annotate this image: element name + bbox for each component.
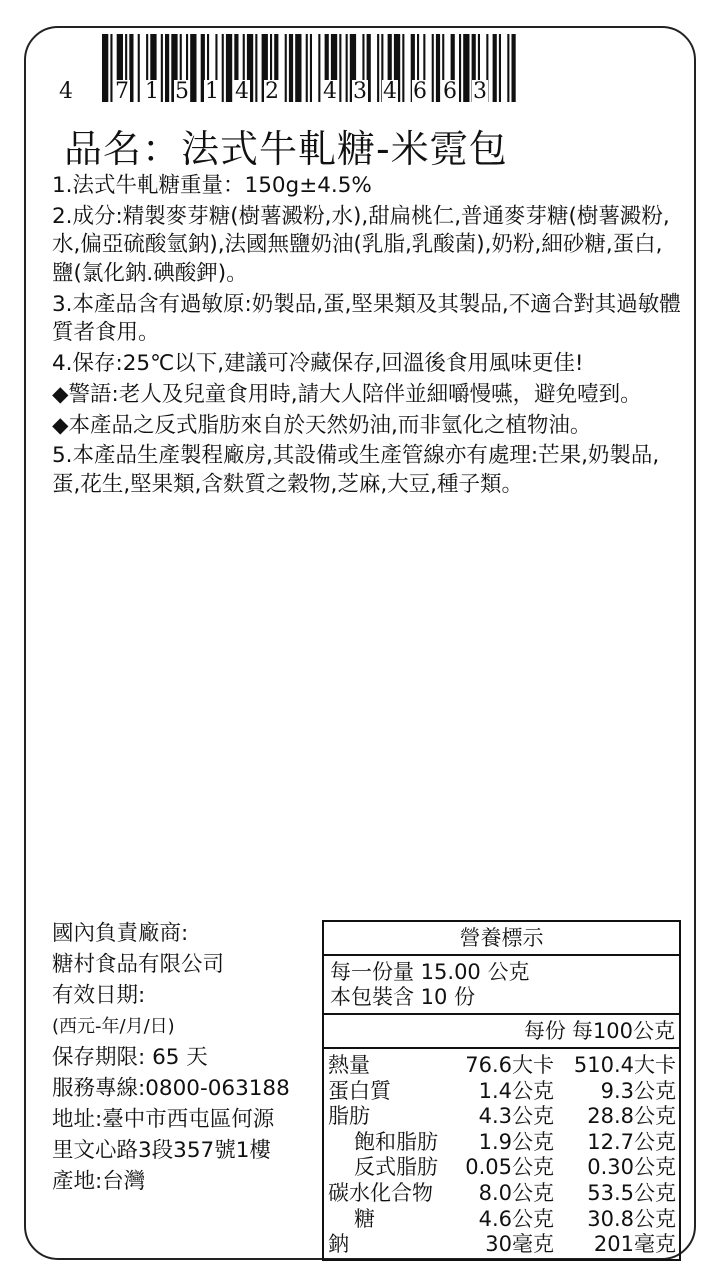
storage-line: 4.保存:25℃以下,建議可冷藏保存,回溫後食用風味更佳! (52, 351, 584, 377)
per-100g-value: 28.8公克 (587, 1104, 676, 1129)
allergen-line: 3.本產品含有過敏原:奶製品,蛋,堅果類及其製品,不適合對其過敏體質者食用。 (52, 291, 681, 346)
per-100g-value: 201毫克 (593, 1232, 676, 1257)
barcode-digit: 1 (145, 79, 159, 104)
per-100g-value: 53.5公克 (587, 1180, 676, 1205)
service-hotline: 服務專線:0800-063188 (52, 1076, 290, 1101)
expiry-format: (西元-年/月/日) (52, 1016, 175, 1037)
servings-per-pack: 本包裝含 10 份 (330, 985, 476, 1009)
nutrition-row (324, 1155, 679, 1181)
per-100g-value: 0.30公克 (587, 1155, 676, 1180)
per-100g-value: 9.3公克 (600, 1078, 676, 1103)
barcode-digit: 6 (413, 79, 427, 104)
nutrition-row (324, 1207, 679, 1233)
warning-line: ◆警語:老人及兒童食用時,請大人陪伴並細嚼慢嚥，避免噎到。 (52, 381, 642, 407)
barcode-digits (58, 80, 528, 108)
address-line-1: 地址:臺中市西屯區何源 (52, 1107, 275, 1132)
per-serving-value: 1.4公克 (478, 1078, 554, 1103)
nutrition-row (324, 1053, 679, 1079)
nutrition-header (324, 1015, 679, 1049)
per-100g-value: 30.8公克 (587, 1206, 676, 1231)
per-100g-value: 12.7公克 (587, 1129, 676, 1154)
nutrition-row (324, 1232, 679, 1258)
trans-fat-note: ◆本產品之反式脂肪來自於天然奶油,而非氫化之植物油。 (52, 412, 592, 438)
barcode-digit: 6 (443, 79, 457, 104)
ingredients-line: 2.成分:精製麥芽糖(樹薯澱粉,水),甜扁桃仁,普通麥芽糖(樹薯澱粉,水,偏亞硫酸氫鈉),法國無鹽奶油(乳脂,乳酸菌),奶粉,細砂糖,蛋白,鹽(氯化鈉.碘酸鉀)。 (52, 203, 670, 286)
per-serving-value: 1.9公克 (478, 1129, 554, 1154)
nutrient-name: 反式脂肪 (354, 1155, 438, 1180)
barcode-digit: 4 (235, 79, 249, 104)
nutrition-row (324, 1079, 679, 1105)
barcode-digit: 2 (265, 79, 279, 104)
ingredients-text (52, 172, 682, 502)
nutrient-name: 糖 (354, 1206, 375, 1231)
per-serving-value: 76.6大卡 (465, 1053, 554, 1077)
weight-line: 1.法式牛軋糖重量：150g±4.5% (52, 173, 372, 198)
per-serving-header: 每份 (523, 1019, 566, 1043)
per-100g-header: 每100公克 (571, 1019, 675, 1043)
nutrition-title: 營養標示 (324, 922, 679, 956)
nutrition-row (324, 1104, 679, 1130)
barcode-digit: 4 (323, 79, 337, 104)
barcode (58, 34, 528, 106)
nutrition-row (324, 1130, 679, 1156)
manufacturer-label: 國內負責廠商: (52, 921, 189, 946)
facility-line: 5.本產品生產製程廠房,其設備或生產管線亦有處理:芒果,奶製品,蛋,花生,堅果類,含麩質之穀物,芝麻,大豆,種子類。 (52, 443, 660, 498)
barcode-digit: 4 (383, 79, 397, 104)
per-100g-value: 510.4大卡 (573, 1053, 676, 1077)
nutrition-rows (324, 1049, 679, 1258)
manufacturer-name: 糖村食品有限公司 (52, 952, 225, 977)
nutrition-row (324, 1181, 679, 1207)
shelf-life: 保存期限: 65 天 (52, 1045, 208, 1070)
per-serving-value: 8.0公克 (478, 1180, 554, 1205)
product-name: 品名：法式牛軋糖-米霓包 (64, 127, 508, 171)
company-info (52, 918, 322, 1197)
barcode-digit: 3 (473, 79, 487, 104)
nutrition-table (322, 920, 681, 1261)
per-serving-value: 0.05公克 (465, 1155, 554, 1180)
per-serving-value: 30毫克 (485, 1232, 554, 1257)
nutrient-name: 脂肪 (328, 1104, 370, 1129)
nutrient-name: 鈉 (328, 1232, 349, 1257)
address-line-2: 里文心路3段357號1樓 (52, 1138, 271, 1163)
expiry-label: 有效日期: (52, 983, 146, 1008)
barcode-digit: 5 (175, 79, 189, 104)
origin: 產地:台灣 (52, 1169, 146, 1194)
nutrient-name: 蛋白質 (328, 1078, 391, 1103)
per-serving-value: 4.6公克 (478, 1206, 554, 1231)
serving-info (324, 956, 679, 1015)
nutrient-name: 飽和脂肪 (354, 1129, 438, 1154)
nutrient-name: 熱量 (328, 1053, 370, 1077)
barcode-digit: 4 (59, 79, 73, 104)
per-serving-value: 4.3公克 (478, 1104, 554, 1129)
barcode-digit: 3 (353, 79, 367, 104)
barcode-digit: 1 (205, 79, 219, 104)
serving-size: 每一份量 15.00 公克 (330, 960, 530, 984)
barcode-digit: 7 (115, 79, 129, 104)
nutrient-name: 碳水化合物 (328, 1180, 433, 1205)
